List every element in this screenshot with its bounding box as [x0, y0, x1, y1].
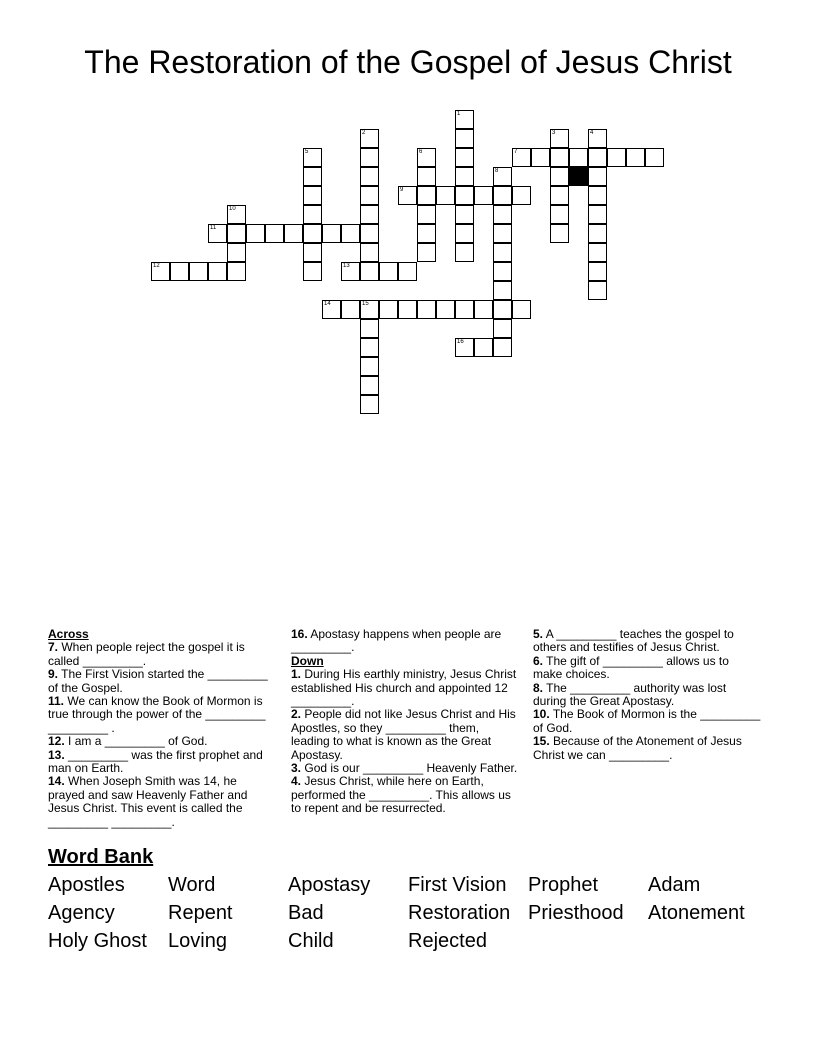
crossword-cell[interactable] — [455, 186, 474, 205]
crossword-cell[interactable] — [303, 262, 322, 281]
crossword-cell[interactable] — [417, 167, 436, 186]
word-bank-item: Agency — [48, 902, 115, 924]
crossword-cell[interactable] — [493, 167, 512, 186]
across-heading: Across — [48, 627, 89, 641]
crossword-grid — [0, 0, 816, 430]
crossword-cell[interactable] — [455, 129, 474, 148]
crossword-cell[interactable] — [550, 167, 569, 186]
crossword-cell[interactable] — [588, 281, 607, 300]
down-clue: 10. The Book of Mormon is the _________ of God. — [533, 707, 761, 735]
crossword-cell[interactable] — [550, 224, 569, 243]
crossword-cell[interactable] — [550, 205, 569, 224]
crossword-cell[interactable] — [417, 186, 436, 205]
crossword-cell[interactable] — [645, 148, 664, 167]
crossword-cell[interactable] — [360, 300, 379, 319]
word-bank-item: Atonement — [648, 902, 745, 924]
crossword-cell[interactable] — [227, 243, 246, 262]
cell-number: 12 — [153, 263, 160, 269]
clues-column-2 — [291, 628, 519, 816]
crossword-cell[interactable] — [455, 300, 474, 319]
crossword-cell[interactable] — [588, 243, 607, 262]
crossword-cell[interactable] — [436, 186, 455, 205]
crossword-cell[interactable] — [303, 186, 322, 205]
crossword-cell[interactable] — [588, 262, 607, 281]
crossword-cell[interactable] — [360, 167, 379, 186]
crossword-cell[interactable] — [417, 224, 436, 243]
down-clue: 6. The gift of _________ allows us to make choices. — [533, 653, 729, 682]
word-bank-item: Loving — [168, 930, 227, 952]
crossword-cell[interactable] — [474, 186, 493, 205]
page-title: The Restoration of the Gospel of Jesus Christ — [84, 44, 732, 80]
word-bank-item: Adam — [648, 874, 701, 896]
crossword-cell[interactable] — [588, 205, 607, 224]
crossword-cell[interactable] — [341, 224, 360, 243]
crossword-cell[interactable] — [208, 224, 227, 243]
crossword-cell[interactable] — [493, 262, 512, 281]
crossword-cell[interactable] — [284, 224, 303, 243]
across-clue: 14. When Joseph Smith was 14, he prayed and saw Heavenly Father and Jesus Christ. This event is called the _________ _________. — [48, 774, 248, 829]
crossword-cell[interactable] — [360, 357, 379, 376]
crossword-cell[interactable] — [493, 281, 512, 300]
down-clue: 15. Because of the Atonement of Jesus Christ we can _________. — [533, 734, 742, 762]
word-bank-row — [48, 930, 768, 958]
crossword-cell[interactable] — [360, 205, 379, 224]
crossword-cell[interactable] — [417, 205, 436, 224]
crossword-cell[interactable] — [227, 224, 246, 243]
crossword-cell[interactable] — [455, 205, 474, 224]
crossword-cell[interactable] — [588, 148, 607, 167]
crossword-cell[interactable] — [360, 262, 379, 281]
crossword-cell[interactable] — [322, 224, 341, 243]
word-bank-item: Repent — [168, 902, 233, 924]
crossword-cell[interactable] — [322, 300, 341, 319]
cell-number: 15 — [362, 301, 369, 307]
down-clue: 8. The _________ authority was lost during the Great Apostasy. — [533, 680, 727, 709]
crossword-cell[interactable] — [531, 148, 550, 167]
crossword-cell[interactable] — [455, 224, 474, 243]
down-clue: 2. People did not like Jesus Christ and His Apostles, so they _________ them, leading to what is known as the Great Apostasy. — [291, 707, 516, 762]
crossword-cell[interactable] — [360, 186, 379, 205]
crossword-cell[interactable] — [512, 300, 531, 319]
crossword-cell[interactable] — [493, 243, 512, 262]
crossword-cell[interactable] — [455, 148, 474, 167]
crossword-cell[interactable] — [303, 243, 322, 262]
word-bank-row — [48, 902, 768, 930]
crossword-cell[interactable] — [588, 224, 607, 243]
word-bank-item: Word — [168, 874, 216, 896]
crossword-cell[interactable] — [588, 186, 607, 205]
crossword-cell[interactable] — [303, 148, 322, 167]
crossword-cell[interactable] — [607, 148, 626, 167]
across-clue: 11. We can know the Book of Mormon is true through the power of the _________ _________ . — [48, 694, 266, 735]
cell-number: 5 — [305, 149, 309, 155]
crossword-cell[interactable] — [265, 224, 284, 243]
crossword-cell[interactable] — [360, 395, 379, 414]
down-heading: Down — [291, 653, 324, 668]
word-bank-item: Holy Ghost — [48, 930, 147, 952]
crossword-cell[interactable] — [417, 148, 436, 167]
crossword-cell[interactable] — [360, 319, 379, 338]
crossword-cell[interactable] — [493, 319, 512, 338]
word-bank-item: Priesthood — [528, 902, 624, 924]
crossword-cell[interactable] — [455, 243, 474, 262]
crossword-cell[interactable] — [227, 262, 246, 281]
crossword-cell[interactable] — [360, 376, 379, 395]
down-clue: 3. God is our _________ Heavenly Father. — [291, 761, 518, 776]
crossword-cell[interactable] — [360, 243, 379, 262]
crossword-cell[interactable] — [626, 148, 645, 167]
across-clue: 7. When people reject the gospel it is called _________. — [48, 640, 245, 668]
cell-number: 16 — [457, 339, 464, 345]
crossword-cell[interactable] — [341, 262, 360, 281]
word-bank-item: Apostles — [48, 874, 125, 896]
word-bank-item: Restoration — [408, 902, 511, 924]
cell-number: 14 — [324, 301, 331, 307]
crossword-cell[interactable] — [512, 148, 531, 167]
across-clue: 13. _________ was the first prophet and man on Earth. — [48, 747, 263, 776]
crossword-cell[interactable] — [360, 129, 379, 148]
word-bank-item: First Vision — [408, 874, 507, 896]
word-bank-item: Rejected — [408, 930, 487, 952]
crossword-cell[interactable] — [550, 186, 569, 205]
crossword-cell[interactable] — [379, 300, 398, 319]
crossword-cell[interactable] — [588, 167, 607, 186]
crossword-cell[interactable] — [455, 338, 474, 357]
crossword-cell[interactable] — [398, 186, 417, 205]
crossword-cell[interactable] — [417, 243, 436, 262]
crossword-cell[interactable] — [550, 129, 569, 148]
crossword-cell[interactable] — [550, 148, 569, 167]
crossword-cell[interactable] — [170, 262, 189, 281]
across-clue: 12. I am a _________ of God. — [48, 734, 208, 749]
crossword-cell[interactable] — [455, 167, 474, 186]
crossword-cell[interactable] — [493, 205, 512, 224]
cell-number: 4 — [590, 130, 594, 136]
crossword-cell[interactable] — [493, 300, 512, 319]
across-clue: 16. Apostasy happens when people are _________. — [291, 627, 502, 655]
word-bank-item: Bad — [288, 902, 324, 924]
across-clue: 9. The First Vision started the _________ of the Gospel. — [48, 667, 268, 695]
crossword-cell[interactable] — [341, 300, 360, 319]
cell-number: 7 — [514, 149, 518, 155]
crossword-cell[interactable] — [208, 262, 227, 281]
crossword-cell[interactable] — [189, 262, 208, 281]
crossword-cell[interactable] — [379, 262, 398, 281]
crossword-cell[interactable] — [360, 338, 379, 357]
crossword-cell[interactable] — [303, 224, 322, 243]
down-clue: 5. A _________ teaches the gospel to others and testifies of Jesus Christ. — [533, 627, 734, 655]
crossword-cell[interactable] — [474, 338, 493, 357]
crossword-cell[interactable] — [303, 205, 322, 224]
crossword-cell[interactable] — [360, 148, 379, 167]
crossword-cell[interactable] — [246, 224, 265, 243]
cell-number: 2 — [362, 130, 366, 136]
cell-number: 6 — [419, 149, 423, 155]
crossword-cell[interactable] — [360, 224, 379, 243]
crossword-cell[interactable] — [227, 205, 246, 224]
down-clue: 1. During His earthly ministry, Jesus Christ established His church and appointed 12 _________. — [291, 667, 517, 709]
word-bank-row — [48, 874, 768, 902]
crossword-cell[interactable] — [417, 300, 436, 319]
clues-column-1 — [48, 628, 276, 829]
crossword-cell[interactable] — [303, 167, 322, 186]
cell-number: 13 — [343, 263, 350, 269]
crossword-cell[interactable] — [493, 186, 512, 205]
word-bank-item: Apostasy — [288, 874, 371, 896]
crossword-block — [569, 167, 588, 186]
crossword-cell[interactable] — [588, 129, 607, 148]
clues-column-3 — [533, 628, 761, 762]
crossword-cell[interactable] — [151, 262, 170, 281]
cell-number: 10 — [229, 206, 236, 212]
cell-number: 1 — [457, 111, 461, 117]
cell-number: 11 — [210, 225, 217, 231]
cell-number: 8 — [495, 168, 499, 174]
crossword-cell[interactable] — [493, 338, 512, 357]
crossword-cell[interactable] — [512, 186, 531, 205]
crossword-cell[interactable] — [398, 262, 417, 281]
crossword-cell[interactable] — [569, 148, 588, 167]
crossword-cell[interactable] — [455, 110, 474, 129]
word-bank-item: Child — [288, 930, 334, 952]
crossword-cell[interactable] — [398, 300, 417, 319]
down-clue: 4. Jesus Christ, while here on Earth, performed the _________. This allows us to repent and be resurrected. — [291, 774, 511, 816]
word-bank-title: Word Bank — [48, 846, 154, 868]
word-bank — [48, 874, 768, 958]
crossword-cell[interactable] — [436, 300, 455, 319]
cell-number: 3 — [552, 130, 556, 136]
word-bank-item: Prophet — [528, 874, 599, 896]
crossword-cell[interactable] — [474, 300, 493, 319]
cell-number: 9 — [400, 187, 404, 193]
crossword-cell[interactable] — [493, 224, 512, 243]
